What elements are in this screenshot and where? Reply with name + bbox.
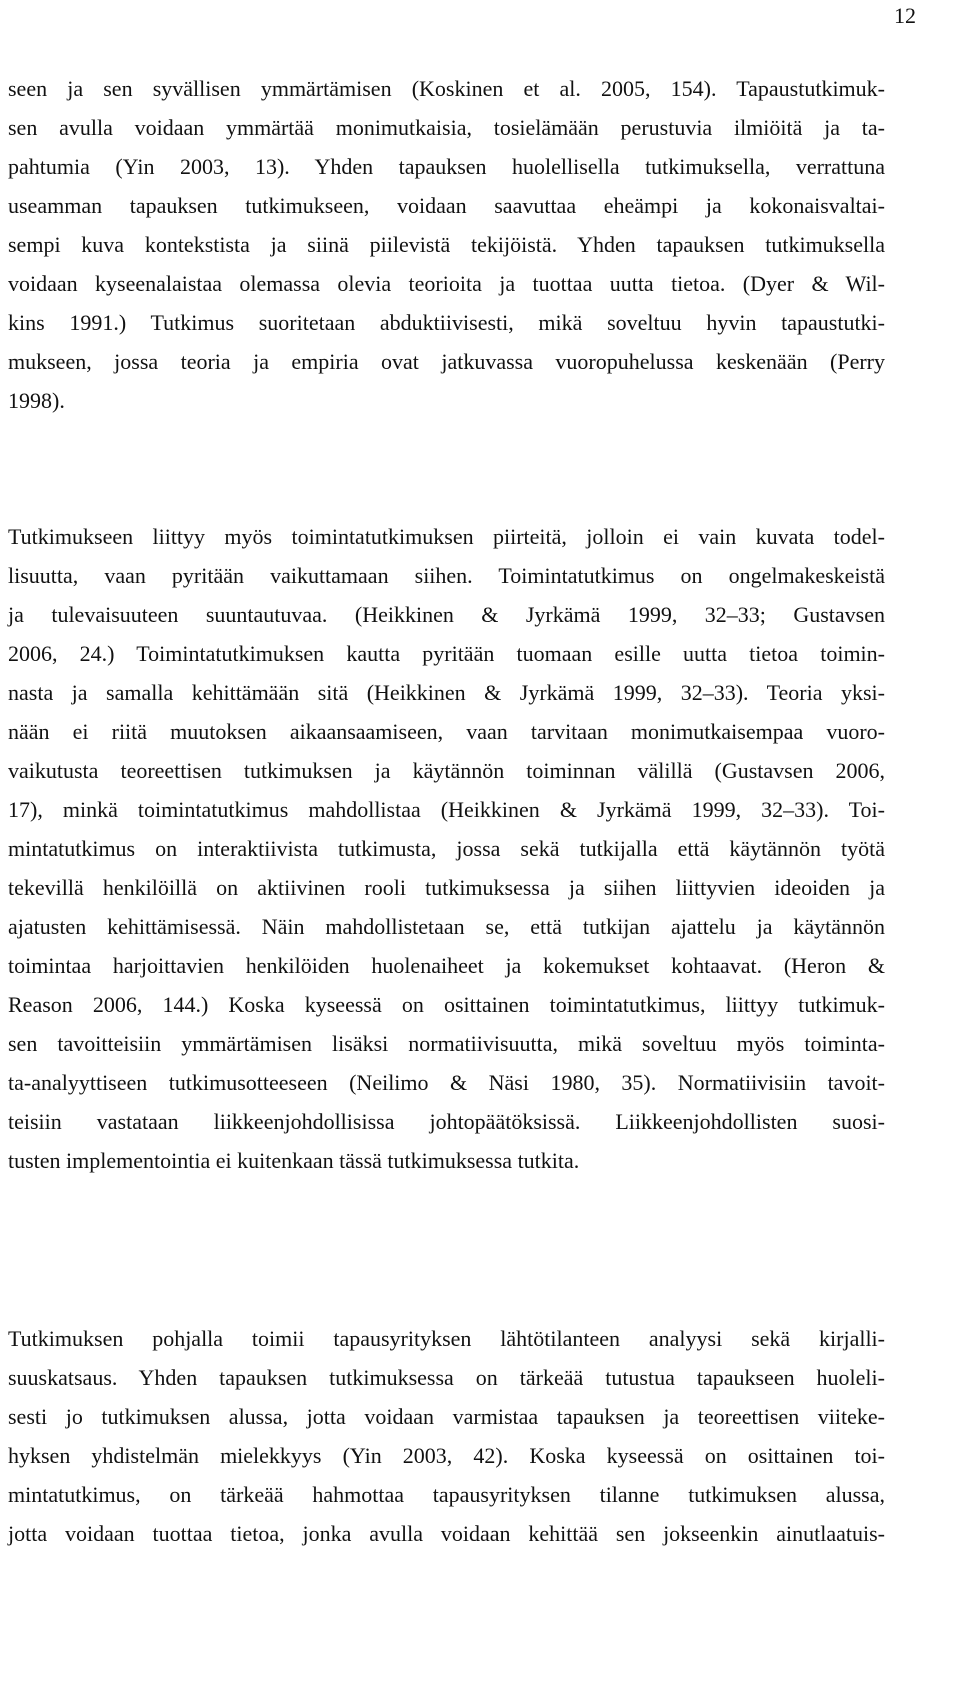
paragraph-line: teisiin vastataan liikkeenjohdollisissa johtopäätöksissä. Liikkeenjohdollisten suosi-: [8, 1109, 885, 1134]
paragraph-line: vaikutusta teoreettisen tutkimuksen ja käytännön toiminnan välillä (Gustavsen 2006,: [8, 758, 885, 783]
paragraph-line: mukseen, jossa teoria ja empiria ovat jatkuvassa vuoropuhelussa keskenään (Perry: [8, 349, 885, 374]
paragraph-line: lisuutta, vaan pyritään vaikuttamaan siihen. Toimintatutkimus on ongelmakeskeistä: [8, 563, 885, 588]
paragraph-line: sesti jo tutkimuksen alussa, jotta voidaan varmistaa tapauksen ja teoreettisen viiteke-: [8, 1404, 885, 1429]
paragraph-line: kins 1991.) Tutkimus suoritetaan abduktiivisesti, mikä soveltuu hyvin tapaustutki-: [8, 310, 885, 335]
paragraph-line: mintatutkimus on interaktiivista tutkimusta, jossa sekä tutkijalla että käytännön työtä: [8, 836, 885, 861]
paragraph-line: Tutkimuksen pohjalla toimii tapausyrityksen lähtötilanteen analyysi sekä kirjalli-: [8, 1326, 885, 1351]
paragraph-line: hyksen yhdistelmän mielekkyys (Yin 2003, 42). Koska kyseessä on osittainen toi-: [8, 1443, 885, 1468]
paragraph-line: ajatusten kehittämisessä. Näin mahdollistetaan se, että tutkijan ajattelu ja käytännön: [8, 914, 885, 939]
paragraph-line: 17), minkä toimintatutkimus mahdollistaa (Heikkinen & Jyrkämä 1999, 32–33). Toi-: [8, 797, 885, 822]
paragraph-line: 2006, 24.) Toimintatutkimuksen kautta pyritään tuomaan esille uutta tietoa toimin-: [8, 641, 885, 666]
paragraph-line: Tutkimukseen liittyy myös toimintatutkimuksen piirteitä, jolloin ei vain kuvata todel-: [8, 524, 885, 549]
paragraph-line: useamman tapauksen tutkimukseen, voidaan saavuttaa eheämpi ja kokonaisvaltai-: [8, 193, 885, 218]
paragraph-line: voidaan kyseenalaistaa olemassa olevia teorioita ja tuottaa uutta tietoa. (Dyer & Wil-: [8, 271, 885, 296]
paragraph-line: ta-analyyttiseen tutkimusotteeseen (Neilimo & Näsi 1980, 35). Normatiivisiin tavoit-: [8, 1070, 885, 1095]
paragraph-line: seen ja sen syvällisen ymmärtämisen (Koskinen et al. 2005, 154). Tapaustutkimuk-: [8, 76, 885, 101]
paragraph-1: [8, 69, 885, 420]
paragraph-line: tusten implementointia ei kuitenkaan tässä tutkimuksessa tutkita.: [8, 1148, 580, 1173]
paragraph-line: tekevillä henkilöillä on aktiivinen rooli tutkimuksessa ja siihen liittyvien ideoiden ja: [8, 875, 885, 900]
paragraph-line: nään ei riitä muutoksen aikaansaamiseen, vaan tarvitaan monimutkaisempaa vuoro-: [8, 719, 885, 744]
paragraph-line: sen tavoitteisiin ymmärtämisen lisäksi normatiivisuutta, mikä soveltuu myös toiminta-: [8, 1031, 885, 1056]
paragraph-line: jotta voidaan tuottaa tietoa, jonka avulla voidaan kehittää sen jokseenkin ainutlaatuis-: [8, 1521, 885, 1546]
paragraph-line: ja tulevaisuuteen suuntautuvaa. (Heikkinen & Jyrkämä 1999, 32–33; Gustavsen: [8, 602, 885, 627]
paragraph-line: suuskatsaus. Yhden tapauksen tutkimuksessa on tärkeää tutustua tapaukseen huoleli-: [8, 1365, 885, 1390]
paragraph-line: pahtumia (Yin 2003, 13). Yhden tapauksen huolellisella tutkimuksella, verrattuna: [8, 154, 885, 179]
paragraph-line: Reason 2006, 144.) Koska kyseessä on osittainen toimintatutkimus, liittyy tutkimuk-: [8, 992, 885, 1017]
paragraph-line: toimintaa harjoittavien henkilöiden huolenaiheet ja kokemukset kohtaavat. (Heron &: [8, 953, 885, 978]
paragraph-line: sen avulla voidaan ymmärtää monimutkaisia, tosielämään perustuvia ilmiöitä ja ta-: [8, 115, 885, 140]
paragraph-2: [8, 517, 885, 1180]
paragraph-line: nasta ja samalla kehittämään sitä (Heikkinen & Jyrkämä 1999, 32–33). Teoria yksi-: [8, 680, 885, 705]
paragraph-line: mintatutkimus, on tärkeää hahmottaa tapausyrityksen tilanne tutkimuksen alussa,: [8, 1482, 885, 1507]
paragraph-line: sempi kuva kontekstista ja siinä piilevistä tekijöistä. Yhden tapauksen tutkimuksella: [8, 232, 885, 257]
page-number: 12: [894, 3, 916, 28]
paragraph-line: 1998).: [8, 388, 65, 413]
paragraph-3: [8, 1319, 885, 1553]
